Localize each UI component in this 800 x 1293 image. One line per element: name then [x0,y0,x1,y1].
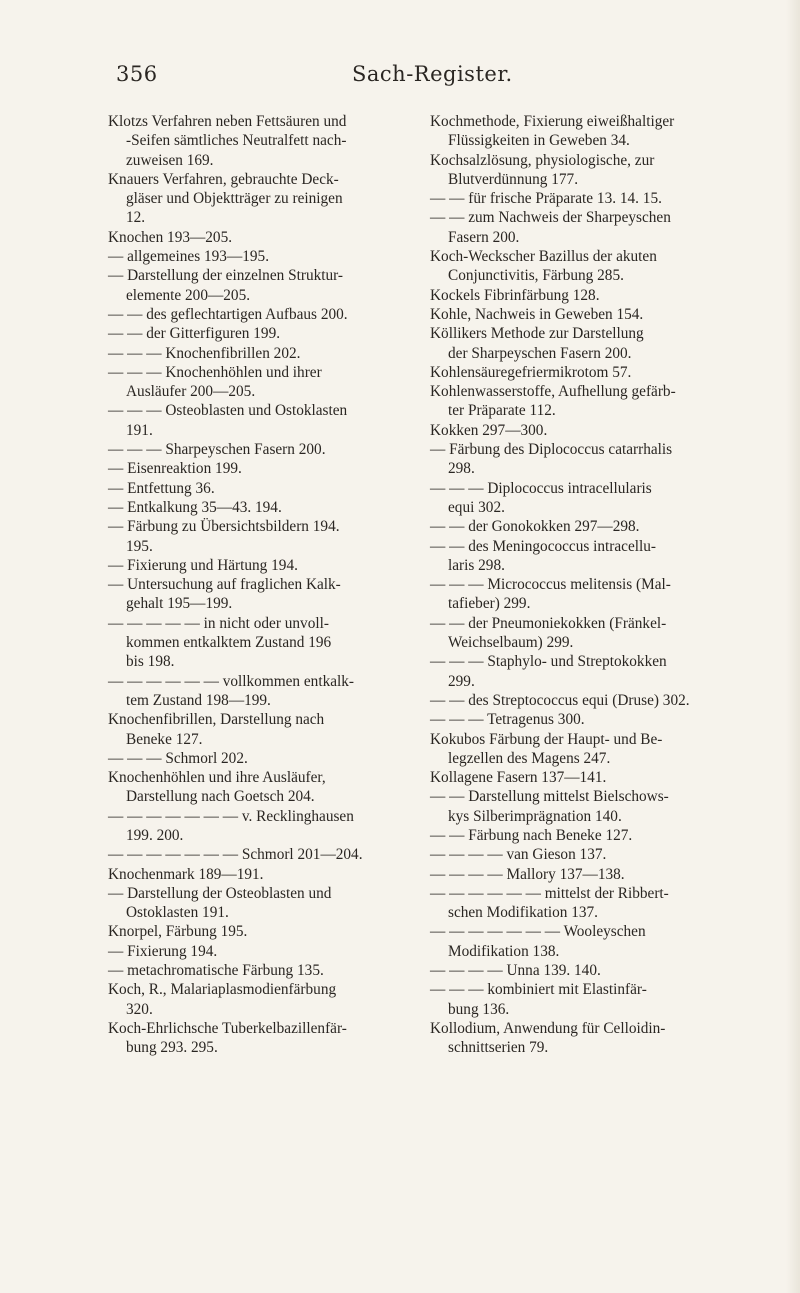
index-line: — — des geflechtartigen Aufbaus 200. [108,305,348,323]
index-line: — metachromatische Färbung 135. [108,962,324,980]
index-line: bung 136. [448,1000,510,1018]
index-line: — — — Osteoblasten und Ostoklasten [108,402,348,420]
index-line: laris 298. [448,556,505,574]
index-line: kys Silberimprägnation 140. [448,807,622,825]
page-title: Sach-Register. [352,62,513,86]
index-line: — — — — van Gieson 137. [430,846,607,864]
index-line: Koch-Ehrlichsche Tuberkelbazillenfär- [108,1019,347,1037]
index-line: zuweisen 169. [126,151,214,169]
index-line: legzellen des Magens 247. [448,749,611,767]
index-line: Knochen 193—205. [108,228,233,246]
index-line: Ostoklasten 191. [126,904,229,922]
index-line: 191. [126,421,153,439]
index-line: Darstellung nach Goetsch 204. [126,788,315,806]
index-line: ter Präparate 112. [448,402,556,420]
index-line: — Darstellung der einzelnen Struktur- [108,267,344,285]
index-line: — — — kombiniert mit Elastinfär- [430,981,647,999]
index-line: 195. [126,537,153,555]
index-line: Conjunctivitis, Färbung 285. [448,267,624,285]
index-line: — Darstellung der Osteoblasten und [108,884,332,902]
index-line: Kochmethode, Fixierung eiweißhaltiger [430,113,675,130]
index-line: Beneke 127. [126,730,203,748]
page-number: 356 [116,62,158,86]
index-line: 320. [126,1000,153,1018]
index-line: tem Zustand 198—199. [126,691,271,709]
index-line: Flüssigkeiten in Geweben 34. [448,132,630,150]
index-line: Kokken 297—300. [430,421,548,439]
index-line: Kohlensäuregefriermikrotom 57. [430,363,632,381]
index-line: — — Darstellung mittelst Bielschows- [430,788,669,806]
index-line: — — — Tetragenus 300. [430,711,585,729]
index-line: — Färbung zu Übersichtsbildern 194. [108,518,340,536]
index-line: gehalt 195—199. [126,595,233,613]
index-column-right [430,112,750,1058]
index-line: kommen entkalktem Zustand 196 [126,634,332,652]
index-line: tafieber) 299. [448,595,531,613]
index-line: — — des Meningococcus intracellu- [430,537,656,555]
index-line: Köllikers Methode zur Darstellung [430,325,644,343]
index-line: 12. [126,209,146,227]
index-line: — Eisenreaktion 199. [108,460,242,478]
index-line: schen Modifikation 137. [448,904,598,922]
index-line: — — der Gitterfiguren 199. [108,325,281,343]
index-line: Kohlenwasserstoffe, Aufhellung gefärb- [430,383,676,401]
index-line: — — der Pneumoniekokken (Fränkel- [430,614,667,632]
index-line: — Fixierung und Härtung 194. [108,556,298,574]
index-line: — — Färbung nach Beneke 127. [430,826,633,844]
index-line: — — — Schmorl 202. [108,749,248,767]
index-line: Kockels Fibrinfärbung 128. [430,286,600,304]
index-line: elemente 200—205. [126,286,251,304]
index-line: — — der Gonokokken 297—298. [430,518,640,536]
page-edge-shadow [786,0,800,1293]
index-line: schnittserien 79. [448,1039,549,1057]
index-line: Knochenmark 189—191. [108,865,264,883]
index-line: equi 302. [448,498,505,516]
index-line: — Färbung des Diplococcus catarrhalis [430,441,673,459]
index-line: — — — Knochenhöhlen und ihrer [108,363,322,381]
index-line: bis 198. [126,653,175,671]
index-line: — — — — — in nicht oder unvoll- [108,614,329,632]
index-line: -Seifen sämtliches Neutralfett nach- [126,132,347,150]
index-line: 299. [448,672,475,690]
index-line: — — des Streptococcus equi (Druse) 302. [430,691,690,709]
index-line: — — — — — — mittelst der Ribbert- [430,884,669,902]
index-line: 199. 200. [126,826,184,844]
index-line: — — — — Unna 139. 140. [430,962,601,980]
index-line: Koch-Weckscher Bazillus der akuten [430,248,657,266]
index-line: — — — — Mallory 137—138. [430,865,625,883]
index-line: Blutverdünnung 177. [448,170,579,188]
index-line: — Entfettung 36. [108,479,215,497]
index-line: — — für frische Präparate 13. 14. 15. [430,190,662,208]
index-line: — — — — — — — v. Recklinghausen [108,807,354,825]
index-line: Fasern 200. [448,228,520,246]
index-line: Modifikation 138. [448,942,560,960]
index-line: — — — — — — vollkommen entkalk- [108,672,354,690]
index-line: — Untersuchung auf fraglichen Kalk- [108,576,341,594]
index-line: Weichselbaum) 299. [448,634,574,652]
index-line: bung 293. 295. [126,1039,218,1057]
index-line: Kohle, Nachweis in Geweben 154. [430,305,644,323]
index-line: — — — Diplococcus intracellularis [430,479,652,497]
index-line: — — — Micrococcus melitensis (Mal- [430,576,671,594]
index-line: — — — — — — — Schmorl 201—204. [108,846,363,864]
index-line: Ausläufer 200—205. [126,383,256,401]
index-column-left [108,112,428,1058]
index-line: — Entkalkung 35—43. 194. [108,498,282,516]
index-line: 298. [448,460,475,478]
index-line: der Sharpeyschen Fasern 200. [448,344,632,362]
index-line: — — — — — — — Wooleyschen [430,923,646,941]
index-line: gläser und Objektträger zu reinigen [126,190,343,208]
index-line: — allgemeines 193—195. [108,248,270,266]
index-line: Klotzs Verfahren neben Fettsäuren und [108,113,347,130]
index-line: Knochenfibrillen, Darstellung nach [108,711,325,729]
index-line: Knauers Verfahren, gebrauchte Deck- [108,170,339,188]
index-line: Knochenhöhlen und ihre Ausläufer, [108,769,326,787]
index-line: Kochsalzlösung, physiologische, zur [430,151,655,169]
index-line: Koch, R., Malariaplasmodienfärbung [108,981,337,999]
index-line: Kollodium, Anwendung für Celloidin- [430,1019,666,1037]
page-header [0,62,800,92]
index-line: — — zum Nachweis der Sharpeyschen [430,209,671,227]
index-line: — Fixierung 194. [108,942,218,960]
index-line: — — — Sharpeyschen Fasern 200. [108,441,326,459]
index-line: Kollagene Fasern 137—141. [430,769,607,787]
index-line: Knorpel, Färbung 195. [108,923,248,941]
index-line: Kokubos Färbung der Haupt- und Be- [430,730,663,748]
index-line: — — — Knochenfibrillen 202. [108,344,301,362]
index-line: — — — Staphylo- und Streptokokken [430,653,667,671]
